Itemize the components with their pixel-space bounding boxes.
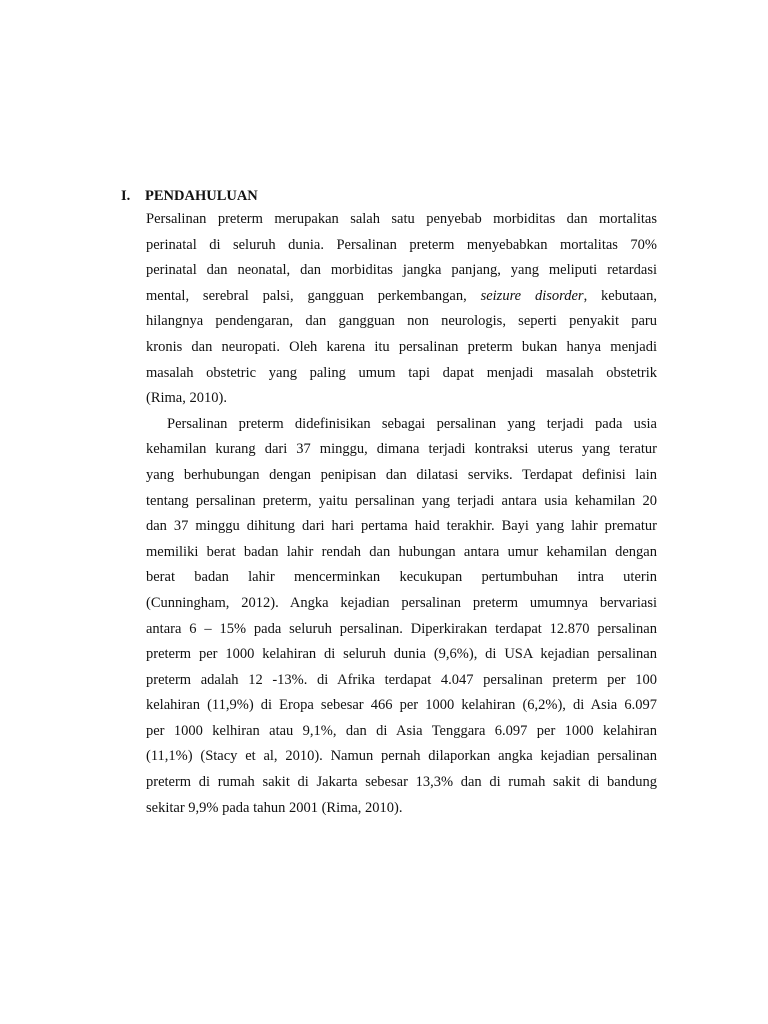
text-segment: hilangnya pendengaran, dan gangguan non neurologis, seperti penyakit paru (146, 313, 657, 330)
text-segment: berat badan lahir mencerminkan kecukupan pertumbuhan intra uterin (146, 569, 657, 586)
text-line (146, 591, 657, 617)
text-segment: preterm adalah 12 -13%. di Afrika terdapat 4.047 persalinan preterm per 100 (146, 671, 657, 688)
text-segment: preterm di rumah sakit di Jakarta sebesar 13,3% dan di rumah sakit di bandung (146, 774, 657, 791)
text-line (146, 744, 657, 770)
text-line (146, 386, 657, 412)
text-line (146, 309, 657, 335)
text-segment: memiliki berat badan lahir rendah dan hubungan antara umur kehamilan dengan (146, 543, 657, 560)
text-segment: (Cunningham, 2012). Angka kejadian persalinan preterm umumnya bervariasi (146, 594, 657, 611)
text-segment: Persalinan preterm didefinisikan sebagai persalinan yang terjadi pada usia (167, 415, 657, 432)
text-segment: kelahiran (11,9%) di Eropa sebesar 466 per 1000 kelahiran (6,2%), di Asia 6.097 (146, 697, 657, 714)
text-line (146, 617, 657, 643)
text-segment: (11,1%) (Stacy et al, 2010). Namun pernah dilaporkan angka kejadian persalinan (146, 748, 657, 765)
text-segment: dan 37 minggu dihitung dari hari pertama haid terakhir. Bayi yang lahir prematur (146, 518, 657, 535)
text-segment: mental, serebral palsi, gangguan perkembangan, (146, 287, 481, 304)
paragraph (146, 207, 657, 412)
text-line (146, 796, 657, 822)
text-segment: (Rima, 2010). (146, 390, 227, 407)
text-line (146, 719, 657, 745)
text-line (146, 514, 657, 540)
text-line (146, 335, 657, 361)
text-segment: perinatal di seluruh dunia. Persalinan preterm menyebabkan mortalitas 70% (146, 236, 657, 253)
italic-term: seizure disorder (480, 287, 584, 304)
text-segment: preterm per 1000 kelahiran di seluruh dunia (9,6%), di USA kejadian persalinan (146, 646, 657, 663)
text-line (146, 565, 657, 591)
text-line (146, 233, 657, 259)
section-body (146, 207, 657, 821)
text-segment: perinatal dan neonatal, dan morbiditas jangka panjang, yang meliputi retardasi (146, 262, 657, 279)
text-segment: antara 6 – 15% pada seluruh persalinan. Diperkirakan terdapat 12.870 persalinan (146, 620, 657, 637)
text-segment: tentang persalinan preterm, yaitu persalinan yang terjadi antara usia kehamilan 20 (146, 492, 657, 509)
text-segment: kronis dan neuropati. Oleh karena itu persalinan preterm bukan hanya menjadi (146, 338, 657, 355)
paragraph (146, 412, 657, 822)
text-line (146, 258, 657, 284)
text-line (146, 770, 657, 796)
text-line (146, 642, 657, 668)
text-line (146, 489, 657, 515)
text-line (146, 207, 657, 233)
text-segment: masalah obstetric yang paling umum tapi dapat menjadi masalah obstetrik (146, 364, 657, 381)
text-line (146, 693, 657, 719)
text-segment: , kebutaan, (583, 287, 657, 304)
section-heading (121, 186, 258, 206)
text-segment: Persalinan preterm merupakan salah satu penyebab morbiditas dan mortalitas (146, 211, 657, 227)
text-segment: per 1000 kelhiran atau 9,1%, dan di Asia Tenggara 6.097 per 1000 kelahiran (146, 722, 657, 739)
text-line (146, 284, 657, 310)
text-segment: yang berhubungan dengan penipisan dan dilatasi serviks. Terdapat definisi lain (146, 466, 657, 483)
text-line (146, 437, 657, 463)
section-title: PENDAHULUAN (145, 188, 258, 204)
text-line (146, 540, 657, 566)
text-line (146, 412, 657, 438)
section-number: I. (121, 188, 131, 204)
text-line (146, 361, 657, 387)
text-segment: sekitar 9,9% pada tahun 2001 (Rima, 2010). (146, 799, 403, 816)
text-line (146, 668, 657, 694)
text-line (146, 463, 657, 489)
text-segment: kehamilan kurang dari 37 minggu, dimana terjadi kontraksi uterus yang teratur (146, 441, 657, 458)
